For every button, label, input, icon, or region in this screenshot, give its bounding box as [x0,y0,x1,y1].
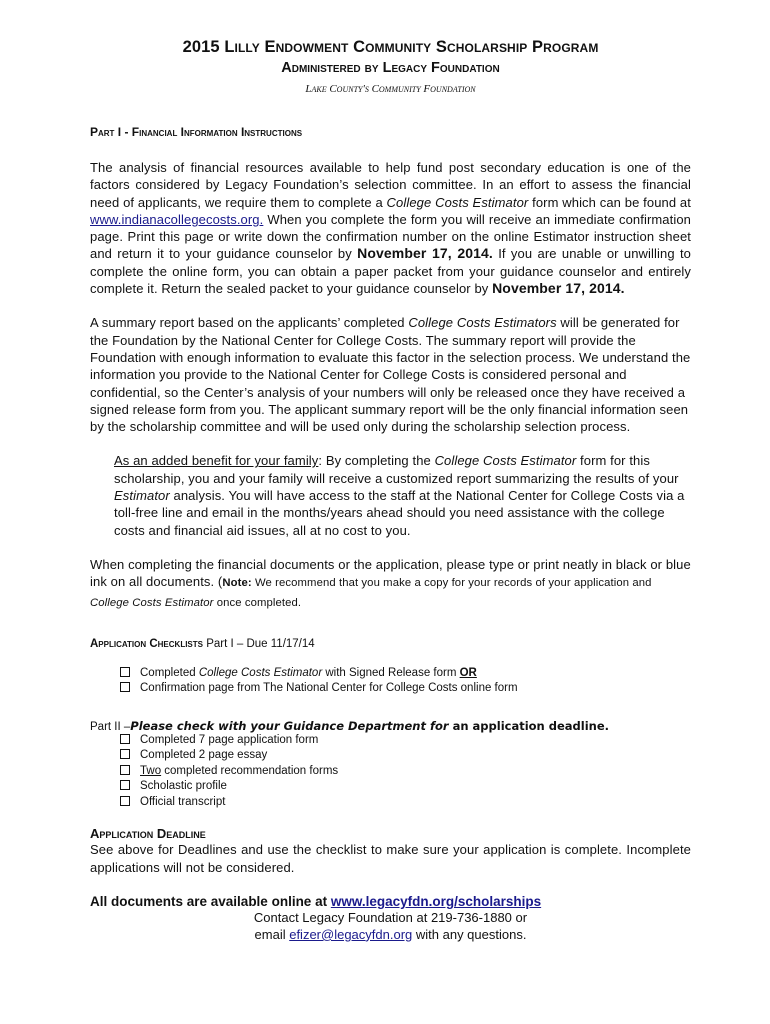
note-label: Note: [222,577,252,590]
email-link[interactable]: efizer@legacyfdn.org [289,926,413,942]
summary-report-paragraph [90,314,691,435]
text: Estimator [114,488,170,504]
text: College Costs Estimator [434,453,577,469]
text: All documents are available online at [90,893,331,909]
deadline-heading: Application Deadline [90,826,206,842]
completion-note-paragraph [90,556,691,612]
document-subtitle: Administered by Legacy Foundation [281,60,500,76]
checkbox-icon[interactable] [120,796,130,806]
scholarships-link[interactable]: www.legacyfdn.org/scholarships [330,893,542,909]
text: Please check with your Guidance Department for [130,718,449,733]
text: OR [459,666,477,679]
checklist-item [120,666,691,682]
text: College Costs Estimator [90,596,214,609]
text: College Costs Estimator [386,194,529,210]
text: The analysis of financial resources available to help fund post secondary education is one of the factors considered by Legacy Foundation’s selection committee. In an effort to assess the financial need of applicants, we require them to complete a [90,160,691,210]
document-tagline: Lake County's Community Foundation [305,83,476,95]
checkbox-icon[interactable] [120,749,130,759]
checklist-item [120,748,691,764]
added-benefit-paragraph [114,452,691,538]
text: form which can be found at [528,194,691,210]
financial-instructions-paragraph [90,159,691,297]
text: Scholastic profile [140,780,227,793]
text: Part I – Due 11/17/14 [203,637,315,650]
checkbox-icon[interactable] [120,734,130,744]
text: When you complete the form you will receive an immediate confirmation page. Print this page or write down the confirmation number on the online Estimator instruction sheet and return it to your guidance counselor by [90,211,691,262]
text: Completed [140,666,199,679]
checkbox-icon[interactable] [120,765,130,775]
document-title: 2015 Lilly Endowment Community Scholarship Program [182,38,599,56]
text: analysis. You will have access to the staff at the National Center for College Costs via a toll-free line and email in the months/years ahead should you need assistance with the college costs and financial aid issues, all at no cost to you. [114,488,685,538]
text: : By completing the [318,453,435,469]
text: with any questions. [412,926,527,942]
text: College Costs Estimators [408,315,557,331]
email-line [90,926,691,943]
part2-checklist [90,733,691,811]
text: completed recommendation forms [161,764,339,777]
text: Completed 7 page application form [140,733,319,746]
checklist-item [120,779,691,795]
text: will be generated for the Foundation by the National Center for College Costs. The summary report will provide the Foundation with enough information to evaluate this factor in the selection process. We understand the information you provide to the National Center for College Costs is considered personal and confidential, so the Center’s analysis of your numbers will only be released once they have received a signed release form from you. The applicant summary report will be the only financial information seen by the scholarship committee and will be used only during the scholarship selection process. [90,315,691,435]
text: When completing the financial documents or the application, please type or print neatly in black or blue ink on all documents. ( [90,556,691,590]
text: As an added benefit for your family [114,453,319,469]
text: Application Checklists [90,637,203,650]
checklist-item [120,764,691,780]
deadline-date: November 17, 2014. [492,280,625,297]
text: A summary report based on the applicants’ completed [90,315,409,331]
text: an application deadline. [448,718,610,733]
text: form for this scholarship, you and your family will receive a customized report summarizing the results of your [114,453,679,486]
checkbox-icon[interactable] [120,780,130,790]
checkbox-icon[interactable] [120,667,130,677]
checklist-item [120,795,691,811]
part1-checklist [90,666,691,697]
text: Completed 2 page essay [140,749,268,762]
checklist-item [120,681,691,697]
text: once completed. [213,596,302,609]
text: College Costs Estimator [198,666,323,679]
checklists-heading [90,638,691,650]
indianacollegecosts-link[interactable]: www.indianacollegecosts.org. [90,211,264,227]
text: Confirmation page from The National Center for College Costs online form [140,682,518,695]
text: email [254,926,290,942]
text: Two [140,764,162,777]
text: If you are unable or unwilling to complete the online form, you can obtain a paper packet from your guidance counselor and entirely complete it. Return the sealed packet to your guidance counselor by [90,246,691,297]
part2-heading [90,719,691,733]
deadline-text: See above for Deadlines and use the checklist to make sure your application is complete. Incomplete applications will not be considered. [90,842,691,875]
checklist-item [120,733,691,749]
deadline-date: November 17, 2014. [357,245,493,262]
online-documents-line [90,894,691,909]
text: with Signed Release form [322,666,460,679]
text: Official transcript [140,795,226,808]
text: We recommend that you make a copy for your records of your application and [251,577,652,590]
text: Part II – [90,720,131,733]
document-page [90,38,691,943]
contact-line: Contact Legacy Foundation at 219-736-1880 or [253,909,528,925]
part1-heading: Part I - Financial Information Instructions [90,125,303,139]
checkbox-icon[interactable] [120,682,130,692]
